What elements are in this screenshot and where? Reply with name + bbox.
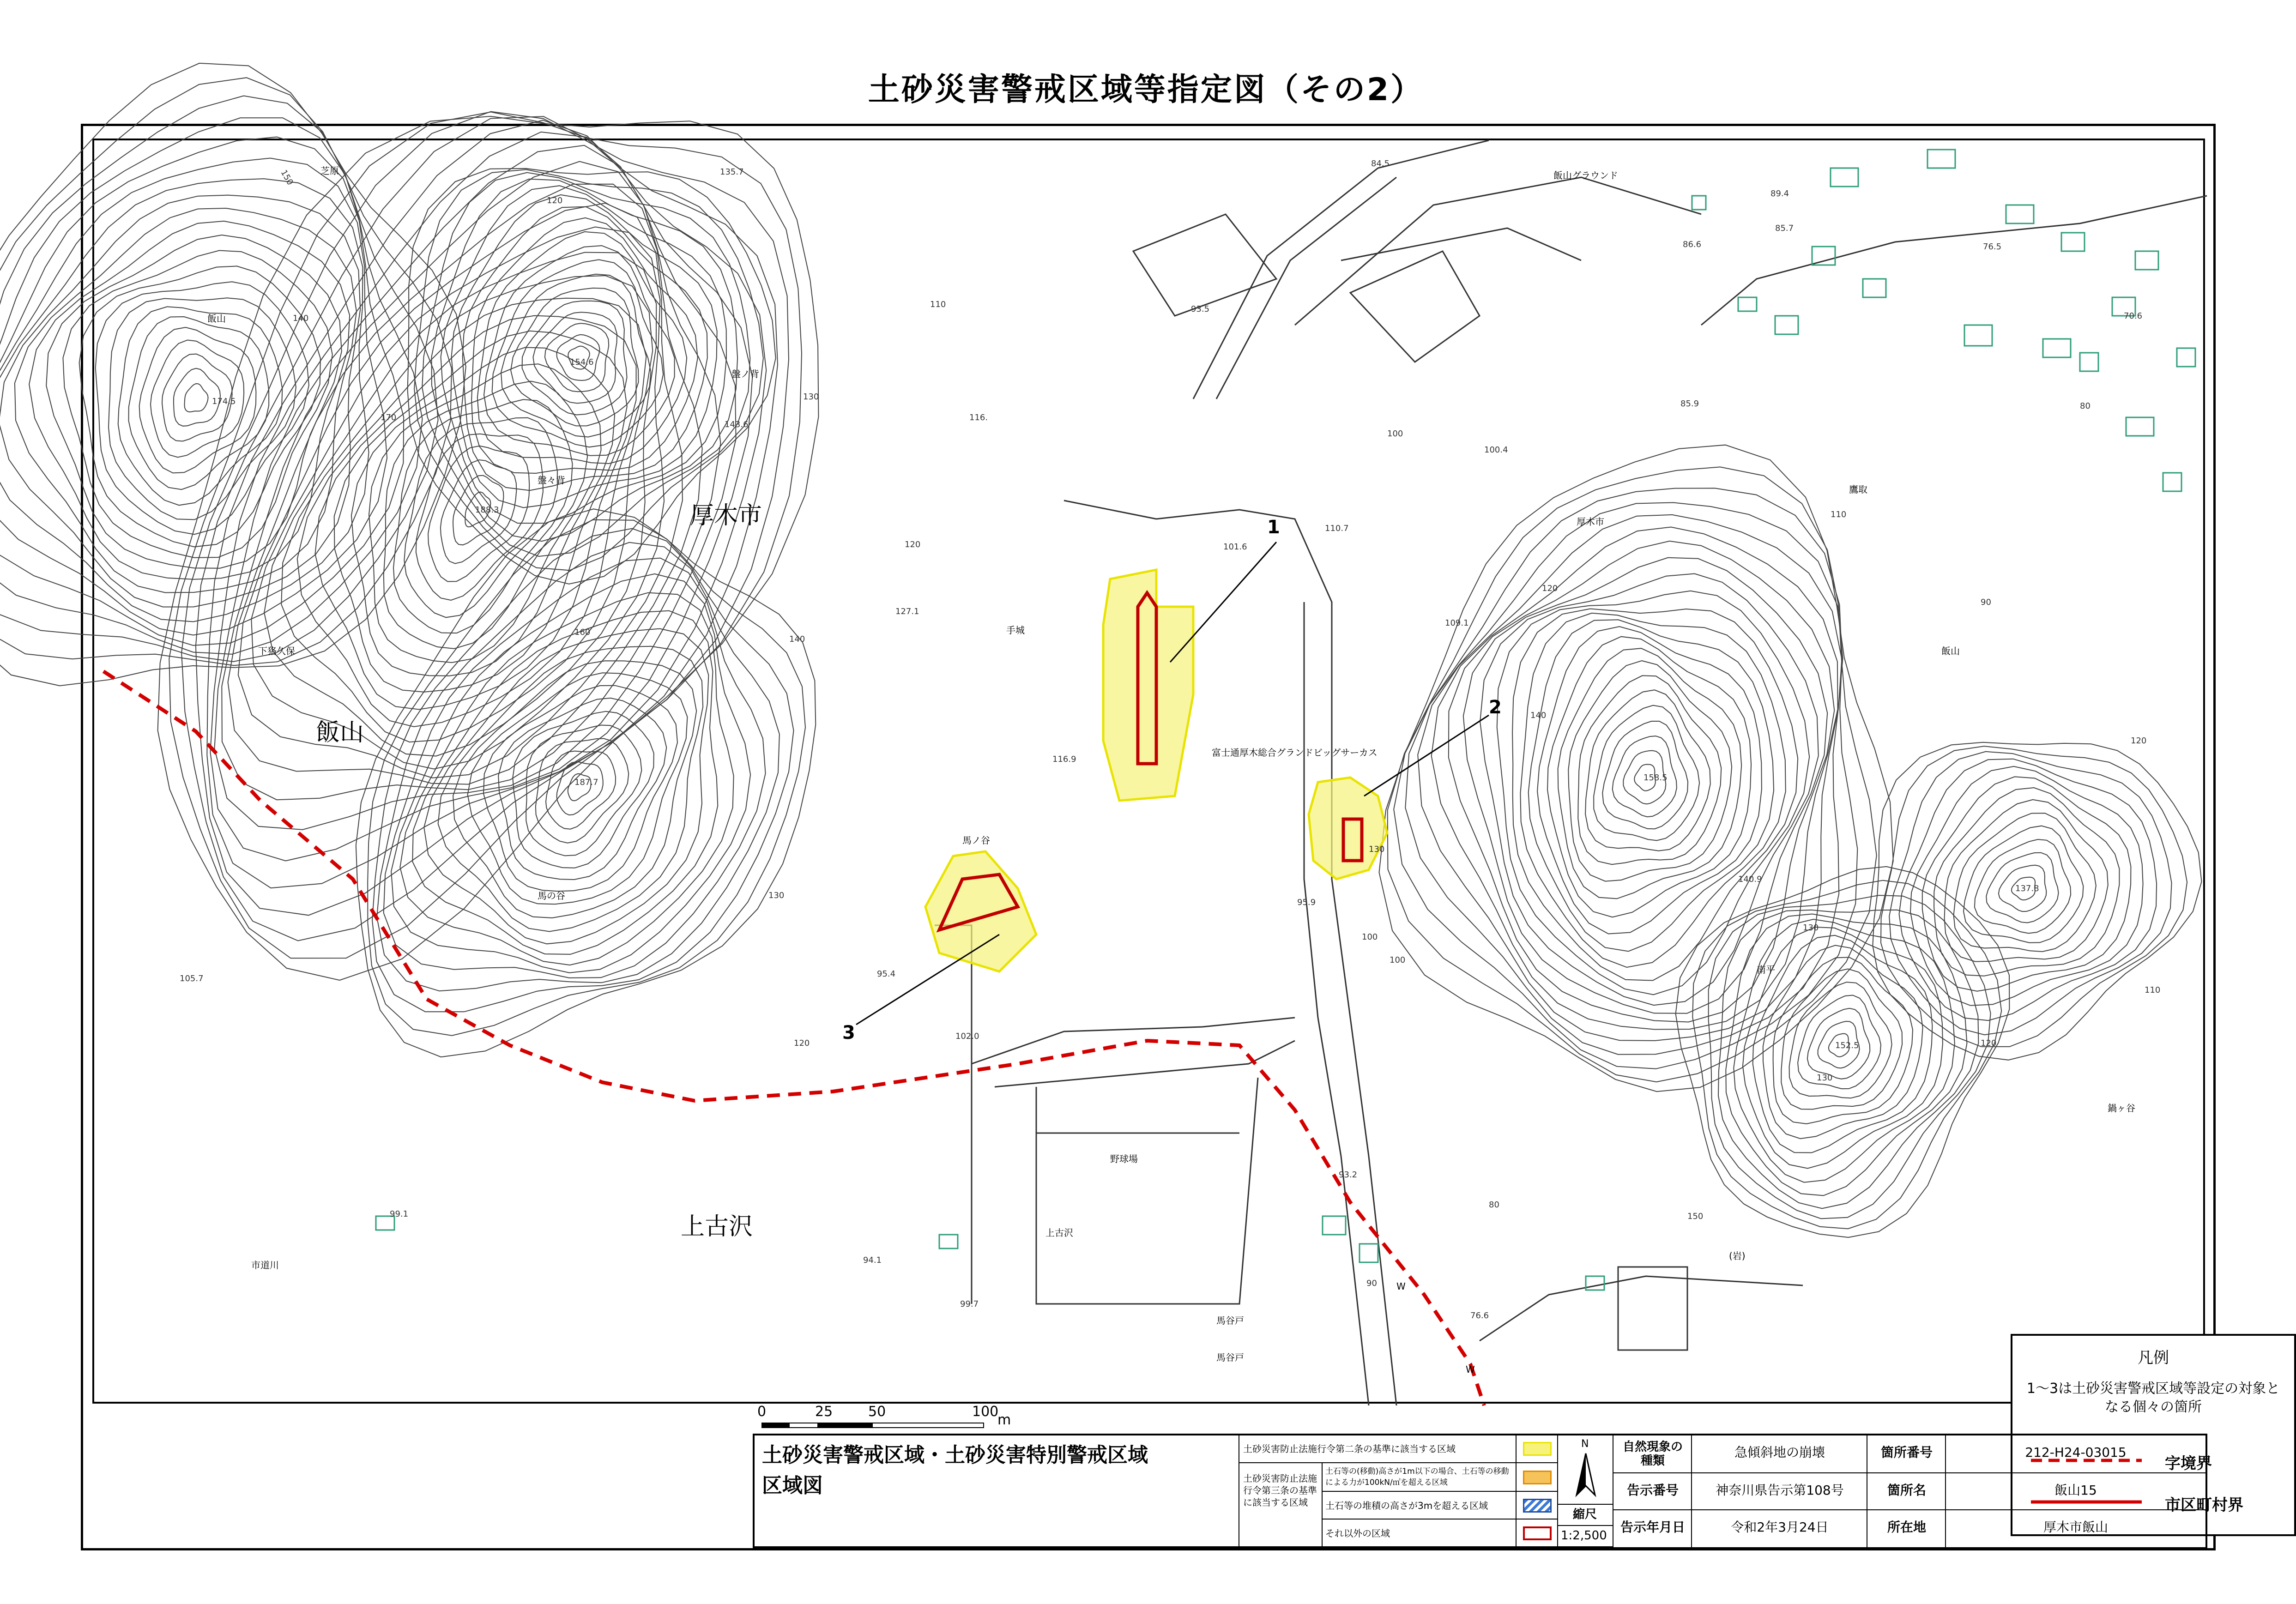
- scale-bar: [757, 1404, 1016, 1431]
- contour-label: 110: [2145, 985, 2161, 995]
- elevation-label: 116.9: [1052, 754, 1076, 764]
- elevation-label: 85.7: [1775, 223, 1794, 233]
- site-no-value-cell: 212-H24-03015: [1946, 1435, 2205, 1473]
- building: [2163, 473, 2181, 491]
- blue-zone-swatch: [1523, 1499, 1552, 1513]
- site-marker-3[interactable]: 3: [842, 1022, 855, 1043]
- place-label: 飯山: [207, 313, 226, 324]
- building: [2006, 205, 2034, 223]
- scale-tick: 50: [868, 1404, 886, 1420]
- notice-no-value-cell: 神奈川県告示第108号: [1692, 1473, 1867, 1510]
- road-line: [935, 925, 972, 1304]
- contour-line: [0, 96, 438, 662]
- swatch-cell: [1517, 1463, 1558, 1492]
- contour-line: [0, 118, 423, 654]
- contour-label: 130: [1369, 844, 1385, 854]
- contour-line: [1734, 919, 1954, 1182]
- phenomenon-value-cell: 急傾斜地の崩壊: [1692, 1435, 1867, 1473]
- contour-line: [0, 63, 466, 686]
- contour-label: 100: [1362, 932, 1378, 942]
- contour-label: 100: [1387, 429, 1403, 439]
- building: [2061, 233, 2085, 251]
- notice-date-value-cell: 令和2年3月24日: [1692, 1510, 1867, 1547]
- elevation-label: 174.5: [212, 397, 236, 406]
- contour-label: 90: [1981, 597, 1991, 607]
- orange-zone-swatch: [1523, 1471, 1552, 1484]
- contour-label: 120: [2131, 736, 2147, 746]
- title-block-main: 土砂災害警戒区域・土砂災害特別警戒区域 区域図: [755, 1435, 1239, 1547]
- building: [1863, 279, 1886, 297]
- contour-line: [158, 116, 819, 980]
- contour-line: [438, 646, 703, 932]
- notice-date-label-cell: 告示年月日: [1613, 1510, 1692, 1547]
- place-label: 手城: [1006, 625, 1025, 636]
- contour-line: [1529, 620, 1774, 951]
- building: [1738, 297, 1757, 311]
- road-line: [1036, 1078, 1258, 1304]
- contour-line: [1520, 613, 1785, 967]
- law-row: 土砂災害防止法施行令第二条の基準に該当する区域: [1239, 1435, 1517, 1463]
- contour-label: 80: [2080, 401, 2091, 411]
- elevation-label: 187.7: [574, 778, 598, 787]
- contour-label: 130: [768, 891, 785, 900]
- contour-line: [210, 132, 752, 861]
- contour-line: [1718, 910, 1978, 1209]
- north-arrow-cell: [1558, 1435, 1613, 1505]
- building: [1586, 1276, 1604, 1290]
- elevation-label: 105.7: [180, 974, 204, 983]
- contour-line: [1945, 800, 2108, 962]
- contour-label: 150: [278, 168, 295, 187]
- road-line: [1341, 228, 1581, 260]
- elevation-label: 135.7: [720, 167, 744, 177]
- location-value-cell: 厚木市飯山: [2043, 1520, 2108, 1535]
- sub-row-1: 土石等の(移動)高さが1m以下の場合、土石等の移動による力が100kN/㎡を超える区域: [1323, 1463, 1517, 1492]
- contour-line: [536, 739, 628, 843]
- red-zone-swatch: [1523, 1526, 1552, 1540]
- buildings: [376, 150, 2195, 1290]
- scale-tick: 0: [757, 1404, 767, 1420]
- legend-item-label: 字境界: [2165, 1454, 2212, 1473]
- site-name-value-cell: 飯山15: [1946, 1473, 2205, 1510]
- elevation-label: 127.1: [895, 607, 919, 616]
- contour-line: [1676, 867, 2010, 1237]
- contour-label: 80: [1489, 1200, 1499, 1210]
- contour-line: [1692, 880, 2001, 1229]
- place-label: (岩): [1729, 1250, 1746, 1261]
- elevation-label: 99.1: [390, 1209, 409, 1219]
- contour-label: 110: [1831, 510, 1847, 519]
- elevation-label: 95.9: [1297, 898, 1316, 907]
- place-label: 富士通厚木総合グランドビッグサーカス: [1212, 747, 1378, 758]
- contour-label: 140: [293, 314, 309, 323]
- elevation-label: 140.9: [1738, 874, 1762, 884]
- place-label: 馬ノ谷: [962, 835, 990, 846]
- contour-line: [492, 259, 664, 447]
- north-arrow-icon: [1558, 1451, 1613, 1502]
- contour-label: 120: [547, 196, 563, 205]
- site-no-label-cell: 箇所番号: [1867, 1435, 1946, 1473]
- place-label: 馬谷戸: [1216, 1352, 1244, 1363]
- elevation-label: 101.6: [1223, 542, 1247, 552]
- contour-line: [185, 384, 208, 412]
- elevation-label: 89.4: [1770, 189, 1789, 199]
- contour-line: [139, 327, 256, 473]
- contour-label: 110: [930, 300, 946, 309]
- legend-description: 1～3は土砂災害警戒区域等設定の対象となる個々の箇所: [2026, 1381, 2280, 1415]
- contour-label: 100: [1390, 955, 1406, 965]
- building: [1812, 247, 1835, 265]
- group-label-cell: 土砂災害防止法施行令第三条の基準に該当する区域: [1239, 1463, 1323, 1547]
- contour-label: 90: [1366, 1278, 1377, 1288]
- place-label: 南平: [1757, 964, 1775, 975]
- contour-label: 130: [1803, 923, 1819, 933]
- zone-3-warning-area: [925, 851, 1036, 971]
- zone-1-warning-area: [1103, 570, 1193, 801]
- swatch-cell: [1517, 1520, 1558, 1547]
- district-label-kamifurusawa: 上古沢: [681, 1213, 753, 1241]
- scale-tick: 25: [815, 1404, 833, 1420]
- contour-label: 120: [1981, 1038, 1997, 1048]
- leader-line-1: [1170, 542, 1276, 662]
- leader-line-2: [1364, 715, 1489, 796]
- scale-label-cell: 縮尺: [1558, 1505, 1613, 1526]
- yellow-zone-swatch: [1523, 1442, 1552, 1456]
- contour-line: [1585, 690, 1710, 850]
- contour-line: [463, 207, 707, 490]
- elevation-label: 85.9: [1680, 399, 1699, 409]
- contour-label: 120: [905, 540, 921, 549]
- road-line: [1216, 177, 1396, 399]
- contour-line: [384, 381, 587, 649]
- map-canvas: [94, 140, 2207, 1405]
- contour-label: 130: [803, 392, 819, 402]
- elevation-label: 137.8: [2015, 884, 2039, 893]
- road-line: [1133, 214, 1276, 316]
- road-line: [972, 1018, 1295, 1064]
- contour-line: [29, 221, 350, 579]
- elevation-label: 102.0: [955, 1031, 979, 1041]
- city-label-atsugi: 厚木市: [690, 502, 762, 530]
- road-line: [1304, 602, 1369, 1405]
- elevation-label: 95.4: [877, 969, 896, 979]
- contour-line: [0, 158, 387, 635]
- elevation-label: 109.1: [1445, 618, 1469, 628]
- site-marker-1[interactable]: 1: [1267, 517, 1280, 538]
- title-block: [753, 1434, 2207, 1549]
- place-label: 上古沢: [1045, 1227, 1073, 1238]
- north-label: N: [1581, 1438, 1589, 1450]
- place-label: 馬谷戸: [1216, 1315, 1244, 1326]
- road-line: [995, 1041, 1295, 1087]
- contour-label: 120: [794, 1038, 810, 1048]
- place-label: 厚木市: [1577, 516, 1604, 527]
- building: [1692, 196, 1706, 210]
- place-label: 盤々背: [538, 475, 565, 486]
- place-label: 盤ノ背: [731, 368, 759, 380]
- place-label: 市道川: [251, 1260, 279, 1271]
- building: [1831, 168, 1858, 187]
- contour-line: [118, 307, 283, 505]
- location-label-cell: 所在地: [1867, 1510, 1946, 1547]
- hazard-zones: [925, 570, 1387, 971]
- building: [2080, 353, 2098, 371]
- contour-label: 130: [1817, 1073, 1833, 1083]
- building: [2135, 251, 2158, 270]
- elevation-label: 100.4: [1484, 445, 1508, 455]
- elevation-label: 143.6: [725, 420, 749, 429]
- swatch-cell: [1517, 1492, 1558, 1520]
- contour-label: 140: [789, 634, 805, 644]
- elevation-label: 158.5: [1643, 773, 1668, 783]
- elevation-label: 93.5: [1191, 304, 1210, 314]
- contour-label: 150: [1687, 1212, 1704, 1221]
- elevation-label: 70.6: [2124, 311, 2143, 321]
- contour-lines: [0, 63, 2201, 1237]
- place-label: W: [1396, 1281, 1406, 1292]
- site-name-label-cell: 箇所名: [1867, 1473, 1946, 1510]
- elevation-label: 84.5: [1371, 159, 1390, 169]
- elevation-label: 154.6: [570, 357, 594, 367]
- swatch-cell: [1517, 1435, 1558, 1463]
- place-label: 鍋ヶ谷: [2108, 1103, 2135, 1114]
- legend-title: 凡例: [2138, 1349, 2169, 1367]
- building: [1964, 325, 1992, 346]
- road-line: [1295, 177, 1701, 325]
- building: [1359, 1244, 1378, 1262]
- place-label: 飯山: [1941, 645, 1960, 657]
- place-label: 下狢久保: [258, 645, 295, 657]
- building: [1775, 316, 1798, 334]
- elevation-label: 152.5: [1835, 1041, 1859, 1050]
- elevation-label: 110.7: [1325, 524, 1349, 533]
- place-label: W: [1466, 1364, 1475, 1375]
- elevation-label: 93.2: [1339, 1170, 1358, 1180]
- elevation-label: 188.3: [475, 505, 499, 515]
- legend-item-label: 市区町村界: [2165, 1496, 2243, 1514]
- elevation-label: 86.6: [1683, 240, 1702, 249]
- sub-row-2: 土石等の堆積の高さが3mを超える区域: [1323, 1492, 1517, 1520]
- building: [1323, 1216, 1346, 1235]
- place-label: 芝原: [320, 165, 339, 176]
- contour-line: [1394, 488, 1857, 1068]
- phenomenon-label-cell: 自然現象の種類: [1613, 1435, 1692, 1473]
- place-label: 飯山グラウンド: [1553, 170, 1618, 181]
- building: [939, 1235, 958, 1248]
- site-marker-2[interactable]: 2: [1489, 697, 1502, 718]
- building: [1927, 150, 1955, 168]
- contour-line: [0, 137, 404, 645]
- contour-label: 140: [1530, 711, 1547, 720]
- contour-line: [477, 232, 687, 464]
- leader-line-3: [856, 935, 999, 1025]
- contour-line: [441, 186, 727, 523]
- road-line: [1480, 1276, 1803, 1341]
- elevation-label: 76.5: [1983, 242, 2002, 252]
- scale-unit: m: [997, 1412, 1011, 1428]
- page-title: 土砂災害警戒区域等指定図（その2）: [868, 72, 1424, 108]
- building: [2177, 348, 2195, 367]
- place-label: 馬の谷: [538, 890, 565, 901]
- place-label: 鷹取: [1849, 484, 1867, 495]
- contour-label: 170: [381, 413, 397, 422]
- elevation-label: 116.: [969, 413, 988, 422]
- road-line: [1701, 196, 2207, 325]
- road-line: [1350, 251, 1480, 362]
- contour-line: [1388, 467, 1877, 1082]
- elevation-label: 99.7: [960, 1299, 979, 1309]
- contour-label: 120: [1542, 584, 1558, 593]
- sub-row-3: それ以外の区域: [1323, 1520, 1517, 1547]
- zone-2-warning-area: [1309, 778, 1387, 879]
- scale-value-cell: 1:2,500: [1558, 1526, 1613, 1547]
- district-label-iiyama: 飯山: [316, 719, 364, 747]
- contour-label: 160: [574, 627, 591, 637]
- contour-line: [1568, 661, 1732, 881]
- scale-bar-graphic: [762, 1419, 1021, 1433]
- scale-tick: 100: [972, 1404, 999, 1420]
- notice-no-label-cell: 告示番号: [1613, 1473, 1692, 1510]
- place-label: 野球場: [1110, 1153, 1138, 1164]
- building: [2126, 417, 2154, 436]
- elevation-label: 76.6: [1470, 1311, 1489, 1321]
- building: [2043, 339, 2071, 357]
- elevation-label: 94.1: [863, 1255, 882, 1265]
- contour-line: [79, 266, 320, 547]
- contour-line: [1578, 675, 1721, 864]
- contour-line: [63, 251, 332, 558]
